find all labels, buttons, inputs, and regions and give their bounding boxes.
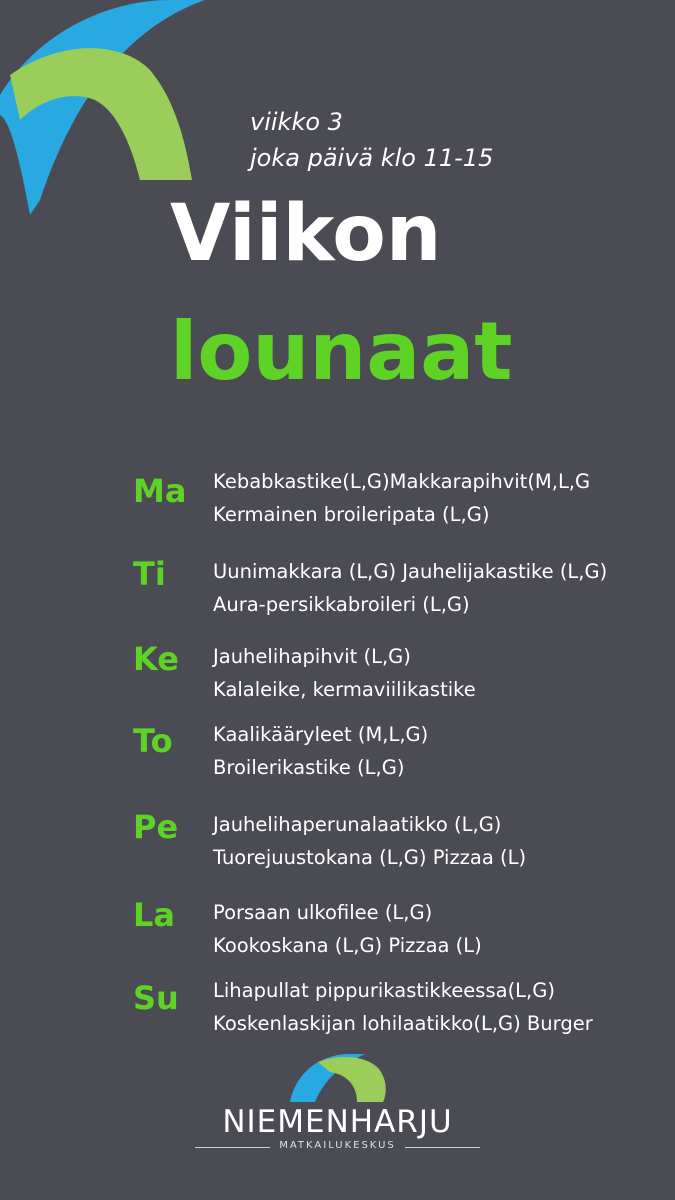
menu-item: Aura-persikkabroileri (L,G) <box>213 593 470 616</box>
week-info <box>250 104 493 176</box>
day-abbreviation: Su <box>133 979 179 1017</box>
day-abbreviation: Ma <box>133 472 187 510</box>
day-abbreviation: Ke <box>133 640 179 678</box>
menu-item: Jauhelihaperunalaatikko (L,G) <box>213 813 502 836</box>
menu-item: Tuorejuustokana (L,G) Pizzaa (L) <box>213 846 527 869</box>
menu-item: Kaalikääryleet (M,L,G) <box>213 723 429 746</box>
opening-hours: joka päivä klo 11-15 <box>250 144 494 172</box>
menu-item: Kermainen broileripata (L,G) <box>213 503 490 526</box>
title-line-1: Viikon <box>170 189 442 279</box>
day-abbreviation: Ti <box>133 555 166 593</box>
day-abbreviation: Pe <box>133 808 179 846</box>
menu-item: Porsaan ulkofilee (L,G) <box>213 901 433 924</box>
day-abbreviation: To <box>133 722 173 760</box>
brand-name: NIEMENHARJU <box>222 1104 453 1140</box>
day-items <box>213 555 607 621</box>
day-abbreviation: La <box>133 896 175 934</box>
corner-arch-decoration <box>0 0 240 215</box>
day-items <box>213 640 476 706</box>
brand-tagline: MATKAILUKESKUS <box>279 1140 396 1151</box>
brand-tagline-row <box>195 1140 480 1154</box>
day-items <box>213 974 593 1040</box>
menu-item: Lihapullat pippurikastikkeessa(L,G) <box>213 979 555 1002</box>
menu-item: Uunimakkara (L,G) Jauhelijakastike (L,G) <box>213 560 608 583</box>
day-items <box>213 808 526 874</box>
menu-item: Kebabkastike(L,G)Makkarapihvit(M,L,G <box>213 470 591 493</box>
menu-item: Kalaleike, kermaviilikastike <box>213 678 476 701</box>
tagline-divider-right <box>405 1147 480 1148</box>
day-items <box>213 718 428 784</box>
title-line-2: lounaat <box>170 305 513 398</box>
day-items <box>213 896 482 962</box>
menu-item: Broilerikastike (L,G) <box>213 756 405 779</box>
day-items <box>213 465 590 531</box>
menu-item: Jauhelihapihvit (L,G) <box>213 645 411 668</box>
week-number: viikko 3 <box>250 108 343 136</box>
menu-item: Kookoskana (L,G) Pizzaa (L) <box>213 934 482 957</box>
menu-item: Koskenlaskijan lohilaatikko(L,G) Burger <box>213 1012 593 1035</box>
